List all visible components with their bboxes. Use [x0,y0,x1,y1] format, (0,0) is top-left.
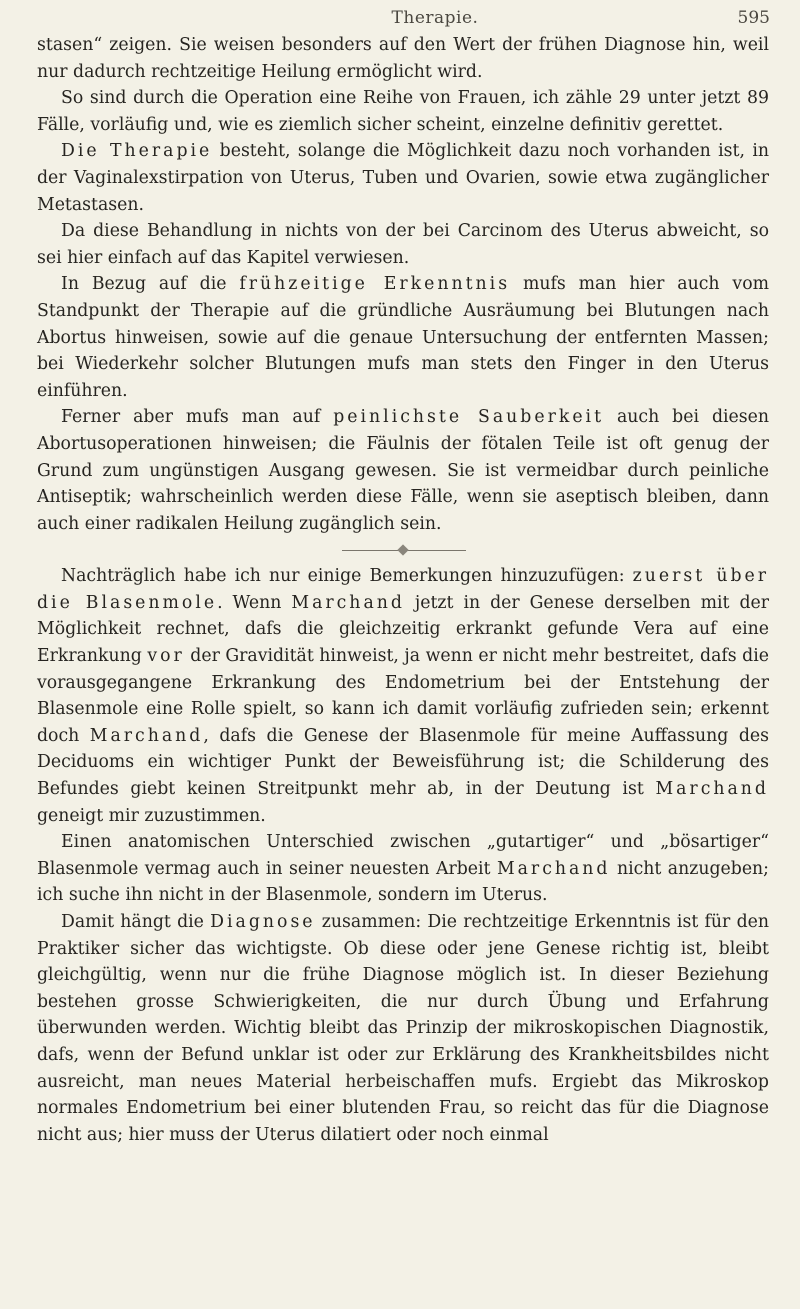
text-run: Damit hängt die [61,912,211,932]
text-run: zusammen: Die rechtzeitige Erkenntnis ist für den Praktiker sicher das wichtigste. Ob diese oder jene Genese richtig ist, bleibt gleichgültig, wenn nur die frühe Diagnose möglich ist. In dieser Beziehung bestehen grosse Schwierigkeiten, die nur durch Übung und Erfahrung überwunden werden. Wichtig bleibt das Prinzip der mikroskopischen Diagnostik, dafs, wenn der Befund unklar ist oder zur Erklärung des Krankheitsbildes nicht ausreicht, man neues Material herbeischaffen mufs. Ergiebt das Mikroskop normales Endometrium bei einer blutenden Frau, so reicht das für die Diagnose nicht aus; hier muss der Uterus dilatiert oder noch einmal [37,912,769,1145]
paragraph-cleanliness-lead: Ferner aber mufs man auf [61,407,334,428]
paragraph-operation-results: So sind durch die Operation eine Reihe von Frauen, ich zähle 29 unter jetzt 89 Fälle, vorläufig und, wie es ziemlich sicher scheint, einzelne definitiv gerettet. [37,88,769,135]
section-divider [37,537,769,563]
text-run: Einen anatomischen Unterschied zwischen „gutartiger“ und „bösartiger“ Blasenmole vermag auch in seiner neuesten Arbeit [37,832,769,879]
running-head-title: Therapie. [391,8,479,28]
emphasis-peinlichste-sauberkeit: peinlichste Sauberkeit [333,407,605,428]
paragraph-diagnosis [37,909,769,1148]
paragraph-early-recognition-lead: In Bezug auf die [61,274,240,295]
emphasis-zuerst-ueber-blasenmole: zuerst über die Blasenmole [37,566,769,613]
paragraph-anatomical-difference [37,829,769,909]
emphasis-marchand: Marchand [291,592,405,613]
emphasis-marchand: Marchand [655,779,769,800]
paragraph-therapy-text: besteht, solange die Möglichkeit dazu noch vorhanden ist, in der Vaginalexstirpation von Uterus, Tuben und Ovarien, sowie etwa zugänglicher Metastasen. [37,141,769,215]
text-run: Nachträglich habe ich nur einige Bemerkungen hinzuzufügen: [61,566,633,587]
emphasis-diagnose: Diagnose [210,912,316,932]
text-run: nicht anzugeben; ich suche ihn nicht in der Blasenmole, sondern im Uterus. [37,858,769,906]
text-run: jetzt in der Genese derselben mit der Möglichkeit rechnet, dafs die gleichzeitig erkrankt gefunde Vera auf eine Erkrankung [37,592,769,667]
text-run: geneigt mir zuzustimmen. [37,805,266,826]
paragraph-continuation: stasen“ zeigen. Sie weisen besonders auf den Wert der frühen Diagnose hin, weil nur dadurch rechtzeitige Heilung ermöglicht wird. [37,35,769,82]
paragraph-blasenmole [37,563,769,829]
emphasis-marchand: Marchand [496,858,611,879]
emphasis-marchand: Marchand [89,725,204,746]
paragraph-cleanliness-text: auch bei diesen Abortusoperationen hinweisen; die Fäulnis der fötalen Teile ist oft genug der Grund zum ungünstigen Ausgang gewesen. Sie ist vermeidbar durch peinliche Antiseptik; wahrscheinlich werden diese Fälle, wenn sie aseptisch bleiben, dann auch einer radikalen Heilung zugänglich sein. [37,407,769,534]
page-number: 595 [737,8,770,28]
emphasis-fruehzeitige-erkenntnis: frühzeitige Erkenntnis [239,274,511,295]
text-run: der Gravidität hinweist, ja wenn er nicht mehr bestreitet, dafs die vorausgegangene Erkrankung des Endometrium bei der Entstehung der Blasenmole eine Rolle spielt, so kann ich damit vorläufig zufrieden sein; erkennt doch [37,646,769,746]
divider-ornament [397,545,408,556]
paragraph-early-recognition-text: mufs man hier auch vom Standpunkt der Therapie auf die gründliche Ausräumung bei Blutungen nach Abortus hinweisen, sowie auf die genaue Untersuchung der entfernten Massen; bei Wiederkehr solcher Blutungen mufs man stets den Finger in den Uterus einführen. [37,274,769,401]
running-head [0,8,800,32]
emphasis-therapie: Die Therapie [61,141,213,162]
text-run: , dafs die Genese der Blasenmole für meine Auffassung des Deciduoms ein wichtiger Punkt der Beweisführung ist; die Schilderung des Befundes giebt keinen Streitpunkt mehr ab, in der Deutung ist [37,725,769,800]
text-run: . Wenn [217,592,292,613]
paragraph-carcinoma-reference: Da diese Behandlung in nichts von der bei Carcinom des Uterus abweicht, so sei hier einfach auf das Kapitel verwiesen. [37,221,769,268]
emphasis-vor: vor [147,646,185,667]
paragraph-therapy [37,138,769,218]
paragraph-cleanliness [37,404,769,537]
body-text [37,32,769,1148]
paragraph-early-recognition [37,271,769,404]
